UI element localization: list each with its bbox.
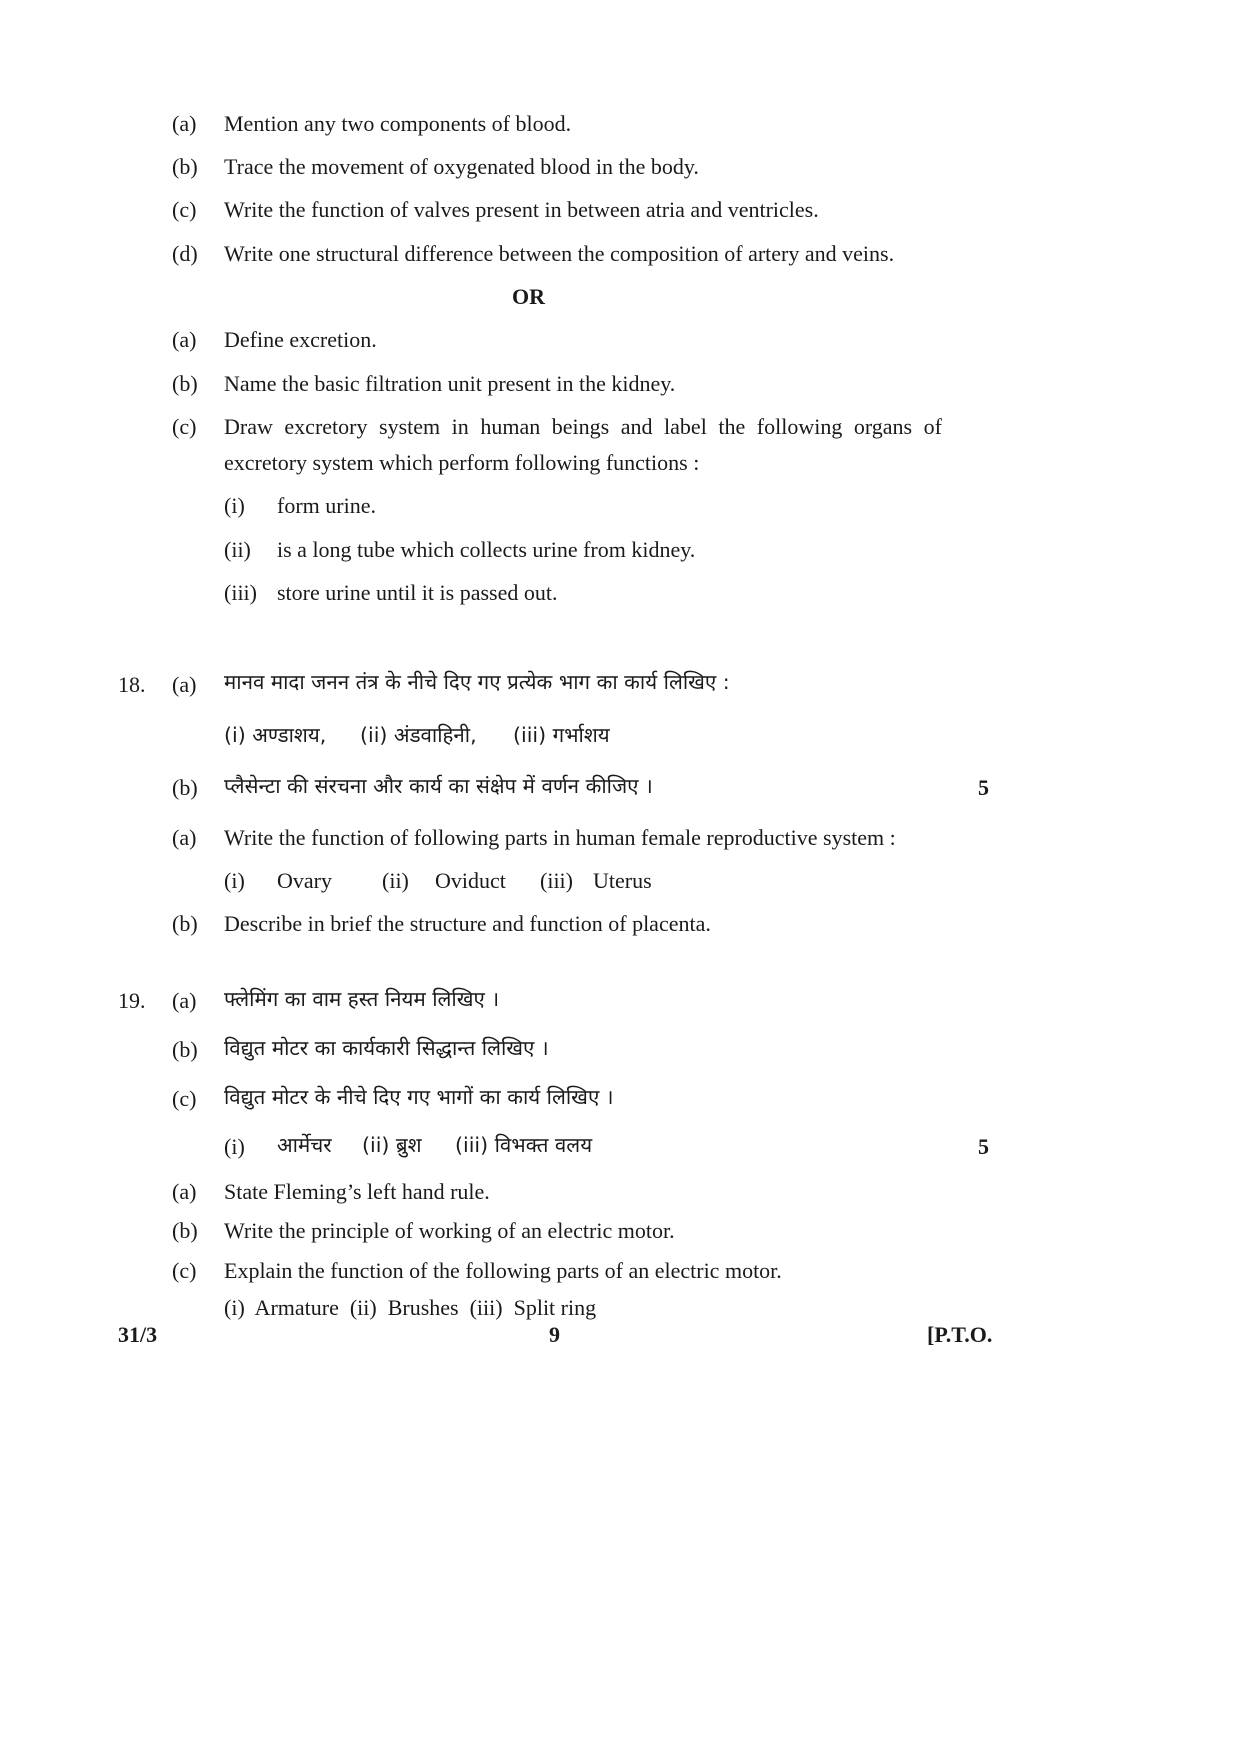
part-uterus-hi: (iii) गर्भाशय [513,723,610,747]
item-label: (b) [172,911,198,936]
subitem-text: form urine. [277,493,376,518]
item-text-line2: excretory system which perform following functions : [224,450,700,475]
item-text: Name the basic filtration unit present in the kidney. [224,371,676,396]
page-number: 9 [549,1322,560,1347]
part-label: (i) [224,868,245,893]
item-text: Explain the function of the following parts of an electric motor. [224,1258,782,1283]
item-text: State Fleming’s left hand rule. [224,1179,490,1204]
subitem-label: (ii) [224,537,251,562]
question-number-18: 18. [118,672,146,697]
part-text: Uterus [593,868,652,893]
item-text: प्लैसेन्टा की संरचना और कार्य का संक्षेप में वर्णन कीजिए । [224,774,653,798]
part-label: (i) [224,1134,245,1159]
part-split-ring-hi: (iii) विभक्त वलय [455,1133,593,1157]
item-text: Write the function of following parts in human female reproductive system : [224,825,896,850]
question-number-19: 19. [118,988,146,1013]
item-label: (b) [172,1037,198,1062]
item-label: (a) [172,327,197,352]
item-label: (a) [172,111,197,136]
item-label: (c) [172,1258,197,1283]
item-label: (c) [172,414,197,439]
q19-english-parts: (i) Armature (ii) Brushes (iii) Split ring [224,1295,597,1320]
item-label: (c) [172,1086,197,1111]
part-oviduct-hi: (ii) अंडवाहिनी, [360,723,477,747]
subitem-label: (i) [224,493,245,518]
item-text: फ्लेमिंग का वाम हस्त नियम लिखिए । [224,987,500,1011]
item-label: (a) [172,1179,197,1204]
or-separator: OR [512,284,545,309]
part-ovary-hi: (i) अण्डाशय, [224,723,327,747]
marks: 5 [978,775,989,800]
item-text: Trace the movement of oxygenated blood in the body. [224,154,699,179]
part-label: (iii) [540,868,573,893]
item-label: (b) [172,154,198,179]
marks: 5 [978,1134,989,1159]
please-turn-over: [P.T.O. [927,1322,993,1347]
item-text: Write the principle of working of an electric motor. [224,1218,675,1243]
part-label: (ii) [382,868,409,893]
item-label: (b) [172,1218,198,1243]
item-text: मानव मादा जनन तंत्र के नीचे दिए गए प्रत्येक भाग का कार्य लिखिए : [224,670,730,694]
subitem-label: (iii) [224,580,257,605]
item-text-line1: Draw excretory system in human beings and label the following organs of [224,414,942,439]
paper-code: 31/3 [118,1322,158,1347]
part-text: Ovary [277,868,332,893]
item-label: (d) [172,241,198,266]
item-text: विद्युत मोटर के नीचे दिए गए भागों का कार्य लिखिए । [224,1085,614,1109]
item-text: Mention any two components of blood. [224,111,572,136]
item-label: (b) [172,371,198,396]
item-label: (c) [172,197,197,222]
part-text: Oviduct [435,868,506,893]
item-text: विद्युत मोटर का कार्यकारी सिद्धान्त लिखिए । [224,1036,549,1060]
item-text: Write one structural difference between the composition of artery and veins. [224,241,895,266]
part-brushes-hi: (ii) ब्रुश [362,1133,422,1157]
item-label: (a) [172,825,197,850]
subitem-text: store urine until it is passed out. [277,580,558,605]
item-text: Describe in brief the structure and function of placenta. [224,911,711,936]
item-text: Define excretion. [224,327,377,352]
subitem-text: is a long tube which collects urine from kidney. [277,537,696,562]
part-armature-hi: आर्मेचर [277,1133,332,1157]
item-label: (a) [172,988,197,1013]
item-label: (b) [172,775,198,800]
item-text: Write the function of valves present in between atria and ventricles. [224,197,819,222]
item-label: (a) [172,672,197,697]
